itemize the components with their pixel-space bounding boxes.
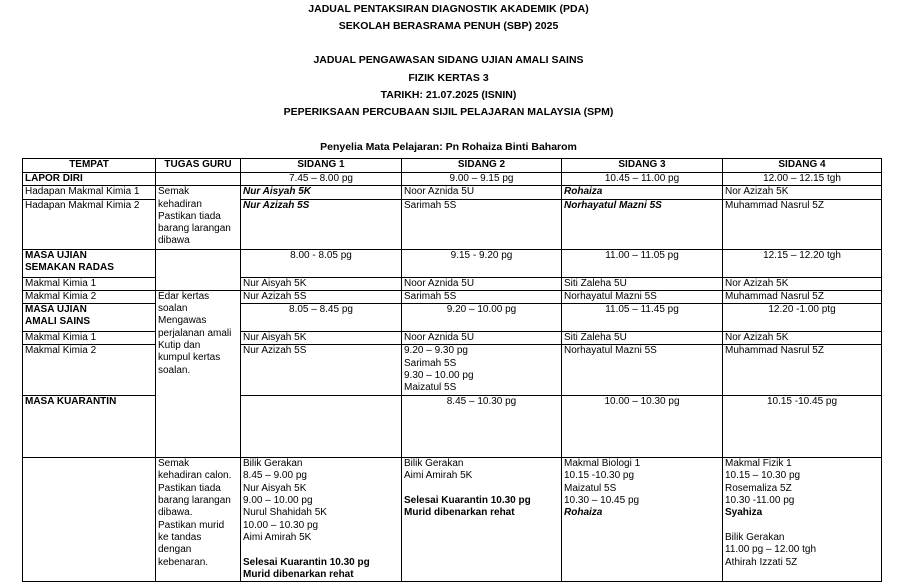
- title-line-2: SEKOLAH BERASRAMA PENUH (SBP) 2025: [338, 20, 559, 32]
- table-row: [23, 458, 882, 582]
- teacher-cell: Muhammad Nasrul 5Z: [723, 345, 882, 395]
- place-cell: Makmal Kimia 2: [23, 290, 156, 303]
- empty-cell: [156, 249, 241, 277]
- section-row-semakan-radas: [23, 249, 882, 277]
- time-cell: 11.00 – 11.05 pg: [562, 249, 723, 277]
- task-cell: Semak kehadiran calon. Pastikan tiada barang larangan dibawa. Pastikan murid ke tandas dengan kebenaran.: [156, 458, 241, 582]
- teacher-cell: Nur Aisyah 5K: [241, 186, 402, 199]
- teacher-cell: Nor Azizah 5K: [723, 277, 882, 290]
- teacher-cell: Noor Aznida 5U: [402, 186, 562, 199]
- time-cell: 9.20 – 10.00 pg: [402, 304, 562, 332]
- time-cell: 11.05 – 11.45 pg: [562, 304, 723, 332]
- time-cell: 12.00 – 12.15 tgh: [723, 173, 882, 186]
- table-row: [23, 290, 882, 303]
- title-line-3: JADUAL PENGAWASAN SIDANG UJIAN AMALI SAINS: [313, 54, 584, 66]
- teacher-cell: Nur Azizah 5S: [241, 345, 402, 395]
- time-cell: 10.45 – 11.00 pg: [562, 173, 723, 186]
- title-line-6: PEPERIKSAAN PERCUBAAN SIJIL PELAJARAN MALAYSIA (SPM): [283, 106, 614, 118]
- teacher-cell: Bilik Gerakan Aimi Amirah 5K Selesai Kuarantin 10.30 pg Murid dibenarkan rehat: [402, 458, 562, 582]
- teacher-cell: 9.20 – 9.30 pg Sarimah 5S 9.30 – 10.00 pg Maizatul 5S: [402, 345, 562, 395]
- teacher-cell: Norhayatul Mazni 5S: [562, 199, 723, 249]
- section-label: MASA UJIAN SEMAKAN RADAS: [23, 249, 156, 277]
- teacher-cell: Siti Zaleha 5U: [562, 277, 723, 290]
- teacher-cell: Noor Aznida 5U: [402, 332, 562, 345]
- column-header: SIDANG 4: [723, 159, 882, 173]
- empty-cell: [156, 277, 241, 290]
- empty-cell: [23, 458, 156, 582]
- table-row: [23, 332, 882, 345]
- teacher-cell: Bilik Gerakan 8.45 – 9.00 pg Nur Aisyah 5K 9.00 – 10.00 pg Nurul Shahidah 5K 10.00 – 10.30 pg Aimi Amirah 5K Selesai Kuarantin 10.30 pg Murid dibenarkan rehat: [241, 458, 402, 582]
- time-cell: 8.00 - 8.05 pg: [241, 249, 402, 277]
- empty-cell: [241, 395, 402, 457]
- teacher-cell: Siti Zaleha 5U: [562, 332, 723, 345]
- teacher-cell: Nur Aisyah 5K: [241, 332, 402, 345]
- teacher-cell: Rohaiza: [562, 186, 723, 199]
- section-label: MASA UJIAN AMALI SAINS: [23, 304, 156, 332]
- teacher-cell: Norhayatul Mazni 5S: [562, 290, 723, 303]
- table-header-row: [23, 159, 882, 173]
- title-line-1: JADUAL PENTAKSIRAN DIAGNOSTIK AKADEMIK (PDA): [308, 3, 589, 15]
- invigilation-schedule-table: [22, 158, 882, 582]
- empty-cell: [156, 173, 241, 186]
- section-row-lapor-diri: [23, 173, 882, 186]
- teacher-cell: Muhammad Nasrul 5Z: [723, 290, 882, 303]
- time-cell: 10.00 – 10.30 pg: [562, 395, 723, 457]
- place-cell: Makmal Kimia 2: [23, 345, 156, 395]
- teacher-cell: Makmal Biologi 1 10.15 -10.30 pg Maizatul 5S 10.30 – 10.45 pg Rohaiza: [562, 458, 723, 582]
- time-cell: 9.00 – 9.15 pg: [402, 173, 562, 186]
- task-cell: Edar kertas soalan Mengawas perjalanan amali Kutip dan kumpul kertas soalan.: [156, 290, 241, 457]
- place-cell: Makmal Kimia 1: [23, 332, 156, 345]
- column-header: SIDANG 2: [402, 159, 562, 173]
- column-header: TEMPAT: [23, 159, 156, 173]
- place-cell: Makmal Kimia 1: [23, 277, 156, 290]
- table-row: [23, 199, 882, 249]
- column-header: TUGAS GURU: [156, 159, 241, 173]
- section-label: MASA KUARANTIN: [23, 395, 156, 457]
- title-line-4: FIZIK KERTAS 3: [408, 72, 489, 84]
- teacher-cell: Noor Aznida 5U: [402, 277, 562, 290]
- column-header: SIDANG 3: [562, 159, 723, 173]
- section-row-kuarantin: [23, 395, 882, 457]
- table-row: [23, 186, 882, 199]
- teacher-cell: Norhayatul Mazni 5S: [562, 345, 723, 395]
- place-cell: Hadapan Makmal Kimia 2: [23, 199, 156, 249]
- supervisor-line: Penyelia Mata Pelajaran: Pn Rohaiza Binti Baharom: [320, 141, 577, 153]
- teacher-cell: Muhammad Nasrul 5Z: [723, 199, 882, 249]
- teacher-cell: Nur Aisyah 5K: [241, 277, 402, 290]
- time-cell: 10.15 -10.45 pg: [723, 395, 882, 457]
- time-cell: 8.05 – 8.45 pg: [241, 304, 402, 332]
- task-cell: Semak kehadiran Pastikan tiada barang larangan dibawa: [156, 186, 241, 249]
- time-cell: 12.15 – 12.20 tgh: [723, 249, 882, 277]
- teacher-cell: Nur Azizah 5S: [241, 290, 402, 303]
- teacher-cell: Sarimah 5S: [402, 199, 562, 249]
- time-cell: 9.15 - 9.20 pg: [402, 249, 562, 277]
- place-cell: Hadapan Makmal Kimia 1: [23, 186, 156, 199]
- column-header: SIDANG 1: [241, 159, 402, 173]
- section-row-amali-sains: [23, 304, 882, 332]
- table-row: [23, 345, 882, 395]
- table-row: [23, 277, 882, 290]
- teacher-cell: Makmal Fizik 1 10.15 – 10.30 pg Rosemaliza 5Z 10.30 -11.00 pg Syahiza Bilik Gerakan 11.00 pg – 12.00 tgh Athirah Izzati 5Z: [723, 458, 882, 582]
- section-label: LAPOR DIRI: [23, 173, 156, 186]
- time-cell: 7.45 – 8.00 pg: [241, 173, 402, 186]
- teacher-cell: Sarimah 5S: [402, 290, 562, 303]
- teacher-cell: Nor Azizah 5K: [723, 332, 882, 345]
- time-cell: 12.20 -1.00 ptg: [723, 304, 882, 332]
- time-cell: 8.45 – 10.30 pg: [402, 395, 562, 457]
- teacher-cell: Nor Azizah 5K: [723, 186, 882, 199]
- title-line-5: TARIKH: 21.07.2025 (ISNIN): [380, 89, 517, 101]
- teacher-cell: Nur Azizah 5S: [241, 199, 402, 249]
